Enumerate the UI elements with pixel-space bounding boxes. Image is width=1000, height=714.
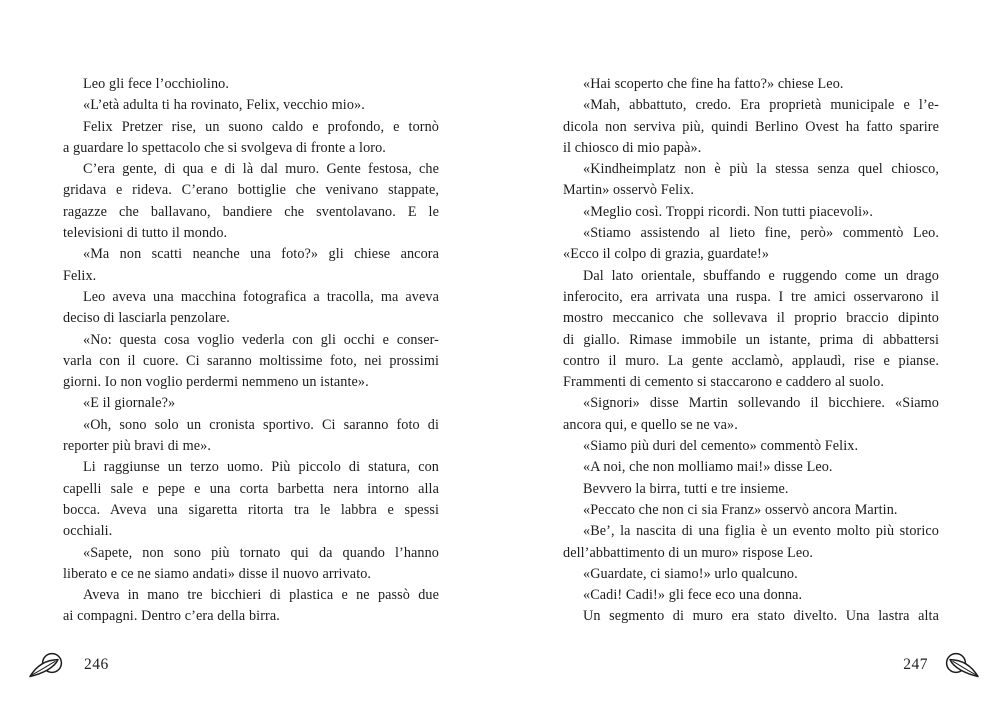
page-right-text bbox=[563, 74, 939, 628]
text-line: liberato e ce ne siamo andati» disse il nuovo arrivato. bbox=[63, 565, 372, 582]
text-line: «Peccato che non ci sia Franz» osservò ancora Martin. bbox=[583, 501, 898, 518]
text-line: Aveva in mano tre bicchieri di plastica e ne passò due bbox=[83, 587, 439, 604]
quill-leaf-icon bbox=[28, 651, 66, 679]
text-line: «L’età adulta ti ha rovinato, Felix, vecchio mio». bbox=[83, 97, 365, 114]
text-line: Frammenti di cemento si staccarono e caddero al suolo. bbox=[563, 374, 884, 391]
text-line: «Hai scoperto che fine ha fatto?» chiese Leo. bbox=[583, 76, 844, 92]
page-number-right: 247 bbox=[903, 656, 928, 673]
text-line: Un segmento di muro era stato divelto. Una lastra alta bbox=[583, 608, 939, 625]
page-right-footer bbox=[903, 650, 980, 680]
text-line: «Siamo più duri del cemento» commentò Felix. bbox=[583, 438, 859, 455]
text-line: dell’abbattimento di un muro» rispose Leo. bbox=[563, 544, 814, 561]
text-line: reporter più bravi di me». bbox=[63, 438, 211, 455]
text-line: a guardare lo spettacolo che si svolgeva di fronte a loro. bbox=[63, 139, 386, 156]
text-line: «Oh, sono solo un cronista sportivo. Ci saranno foto di bbox=[83, 416, 439, 433]
text-line: Dal lato orientale, sbuffando e ruggendo come un drago bbox=[583, 267, 939, 284]
text-line: «Sapete, non sono più tornato qui da quando l’hanno bbox=[83, 544, 439, 561]
text-line: Leo aveva una macchina fotografica a tracolla, ma aveva bbox=[83, 288, 439, 305]
text-line: C’era gente, di qua e di là dal muro. Gente festosa, che bbox=[83, 161, 439, 178]
text-line: bocca. Aveva una sigaretta ritorta tra le labbra e spessi bbox=[63, 501, 439, 518]
text-line: «Meglio così. Troppi ricordi. Non tutti piacevoli». bbox=[583, 203, 874, 220]
text-line: «Kindheimplatz non è più la stessa senza quel chiosco, bbox=[583, 161, 939, 178]
text-line: gridava e rideva. C’erano bottiglie che venivano stappate, bbox=[63, 182, 439, 199]
text-line: «Cadi! Cadi!» gli fece eco una donna. bbox=[583, 587, 803, 604]
text-line: «Signori» disse Martin sollevando il bicchiere. «Siamo bbox=[583, 395, 939, 412]
text-line: «Guardate, ci siamo!» urlo qualcuno. bbox=[583, 565, 798, 582]
text-line: giorni. Io non voglio perdermi nemmeno un istante». bbox=[63, 374, 369, 391]
text-line: Li raggiunse un terzo uomo. Più piccolo di statura, con bbox=[83, 459, 439, 476]
page-left-text bbox=[63, 74, 439, 628]
text-line: Bevvero la birra, tutti e tre insieme. bbox=[583, 480, 789, 497]
text-line: contro il muro. La gente acclamò, applaudì, rise e pianse. bbox=[563, 352, 939, 369]
text-line: Leo gli fece l’occhiolino. bbox=[83, 76, 229, 92]
text-line: ancora qui, e quello se ne va». bbox=[563, 416, 738, 433]
page-number-left: 246 bbox=[84, 656, 109, 673]
text-line: televisioni di tutto il mondo. bbox=[63, 225, 228, 242]
text-line: occhiali. bbox=[63, 523, 113, 540]
text-line: Felix Pretzer rise, un suono caldo e profondo, e tornò bbox=[83, 118, 439, 135]
text-line: capelli sale e pepe e una corta barbetta nera intorno alla bbox=[63, 480, 439, 497]
text-line: di giallo. Rimase immobile un istante, prima di abbattersi bbox=[563, 331, 939, 348]
text-line: Martin» osservò Felix. bbox=[563, 182, 695, 199]
text-line: ragazze che ballavano, bandiere che sventolavano. E le bbox=[63, 203, 439, 220]
text-line: varla con il cuore. Ci saranno moltissime foto, nei prossimi bbox=[63, 352, 439, 369]
page-right bbox=[500, 0, 1000, 714]
text-line: «Ecco il colpo di grazia, guardate!» bbox=[563, 246, 770, 263]
page-left-footer bbox=[28, 650, 109, 680]
text-line: mostro meccanico che sollevava il proprio braccio dipinto bbox=[563, 310, 939, 327]
text-line: ai compagni. Dentro c’era della birra. bbox=[63, 608, 280, 625]
text-line: dicola non serviva più, quindi Berlino Ovest ha fatto sparire bbox=[563, 118, 939, 135]
text-line: «A noi, che non molliamo mai!» disse Leo. bbox=[583, 459, 833, 476]
text-line: il chiosco di mio papà». bbox=[563, 139, 702, 156]
text-line: «Mah, abbattuto, credo. Era proprietà municipale e l’e- bbox=[583, 97, 939, 114]
text-line: deciso di lasciarla penzolare. bbox=[63, 310, 230, 327]
quill-leaf-icon-mirrored bbox=[942, 651, 980, 679]
text-line: «Ma non scatti neanche una foto?» gli chiese ancora bbox=[83, 246, 439, 263]
text-line: «Stiamo assistendo al lieto fine, però» commentò Leo. bbox=[583, 225, 939, 242]
text-line: «E il giornale?» bbox=[83, 395, 176, 412]
text-line: Felix. bbox=[63, 267, 97, 284]
text-line: inferocito, era arrivata una ruspa. I tre amici osservarono il bbox=[563, 288, 939, 305]
text-line: «Be’, la nascita di una figlia è un evento molto più storico bbox=[583, 523, 939, 540]
text-line: «No: questa cosa voglio vederla con gli occhi e conser- bbox=[83, 331, 439, 348]
